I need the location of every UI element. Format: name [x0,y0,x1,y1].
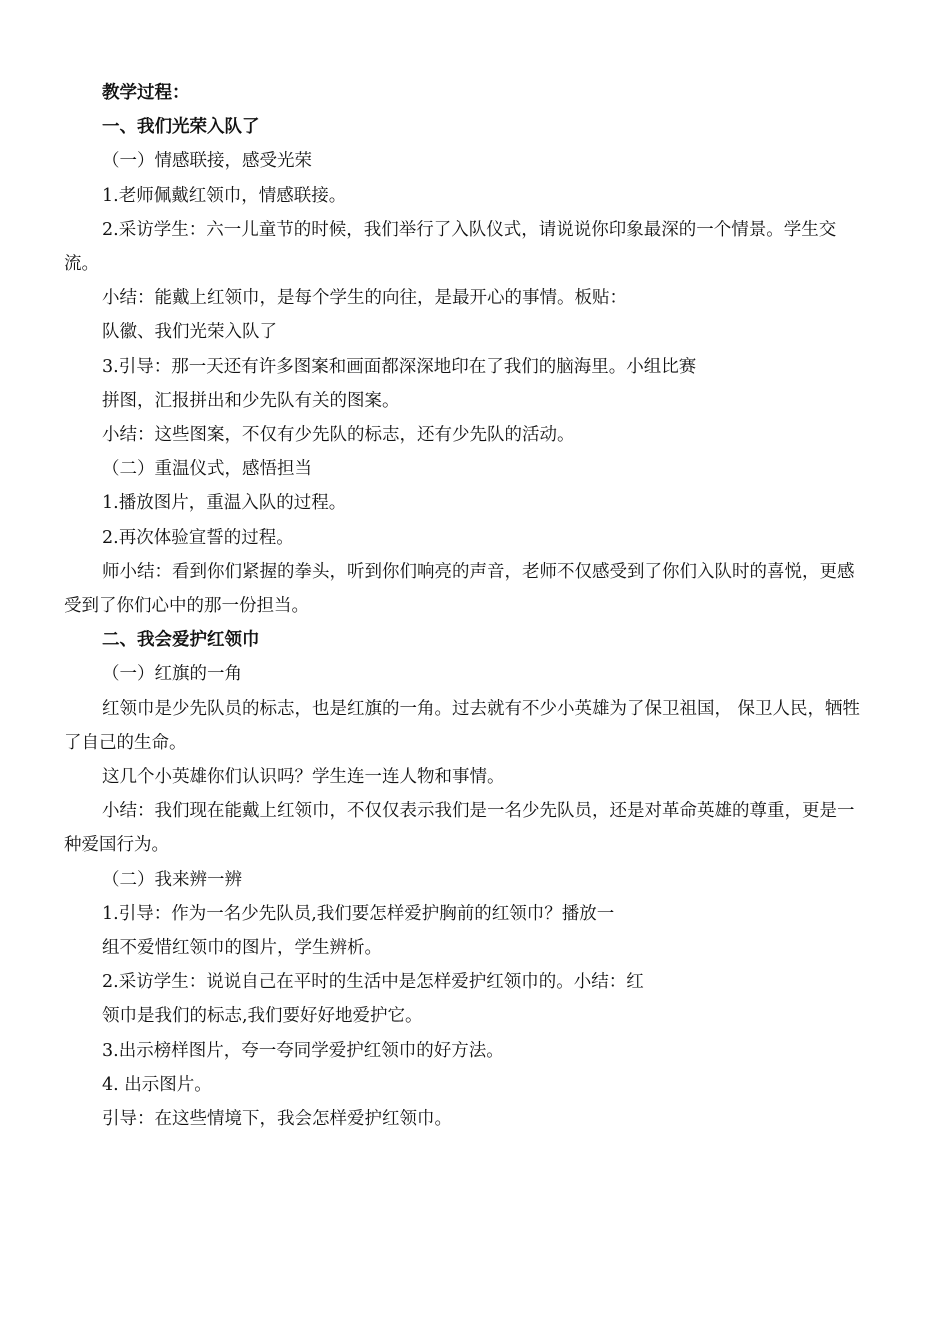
paragraph: 红领巾是少先队员的标志，也是红旗的一角。过去就有不少小英雄为了保卫祖国， 保卫人民，牺牲了自己的生命。 [64,698,861,753]
paragraph: 2.采访学生：说说自己在平时的生活中是怎样爱护红领巾的。小结：红 [102,972,644,993]
paragraph: 师小结：看到你们紧握的拳头，听到你们响亮的声音，老师不仅感受到了你们入队时的喜悦，更感受到了你们心中的那一份担当。 [64,561,855,617]
paragraph: 小结：这些图案，不仅有少先队的标志，还有少先队的活动。 [102,425,575,446]
paragraph: 2.再次体验宣誓的过程。 [102,527,294,548]
paragraph: 1.老师佩戴红领巾，情感联接。 [102,185,347,206]
paragraph: 小结：我们现在能戴上红领巾，不仅仅表示我们是一名少先队员，还是对革命英雄的尊重，更是一种爱国行为。 [64,801,855,856]
section-1-subheading-1: （一）情感联接，感受光荣 [102,151,312,172]
paragraph: 引导：在这些情境下，我会怎样爱护红领巾。 [102,1109,452,1130]
paragraph: 2.采访学生：六一儿童节的时候，我们举行了入队仪式，请说说你印象最深的一个情景。学生交流。 [64,219,837,275]
paragraph: 4. 出示图片。 [102,1074,212,1095]
paragraph: 1.播放图片，重温入队的过程。 [102,493,347,514]
section-1-title: 一、我们光荣入队了 [102,117,260,138]
document-heading: 教学过程： [102,83,190,103]
paragraph: 领巾是我们的标志,我们要好好地爱护它。 [102,1006,423,1027]
paragraph: 小结：能戴上红领巾，是每个学生的向往，是最开心的事情。板贴： [102,288,627,309]
paragraph: 1.引导：作为一名少先队员,我们要怎样爱护胸前的红领巾？播放一 [102,903,615,924]
paragraph: 3.出示榜样图片，夸一夸同学爱护红领巾的好方法。 [102,1040,504,1061]
paragraph: 队徽、我们光荣入队了 [102,322,277,343]
paragraph: 这几个小英雄你们认识吗？学生连一连人物和事情。 [102,767,505,788]
section-2-title: 二、我会爱护红领巾 [102,630,260,651]
section-1-subheading-2: （二）重温仪式，感悟担当 [102,459,312,480]
paragraph: 3.引导：那一天还有许多图案和画面都深深地印在了我们的脑海里。小组比赛 [102,356,697,377]
paragraph: 组不爱惜红领巾的图片，学生辨析。 [102,938,382,959]
section-2-subheading-2: （二）我来辨一辨 [102,869,242,890]
section-2-subheading-1: （一）红旗的一角 [102,664,242,685]
document-body [64,76,870,1136]
paragraph: 拼图，汇报拼出和少先队有关的图案。 [102,390,400,411]
